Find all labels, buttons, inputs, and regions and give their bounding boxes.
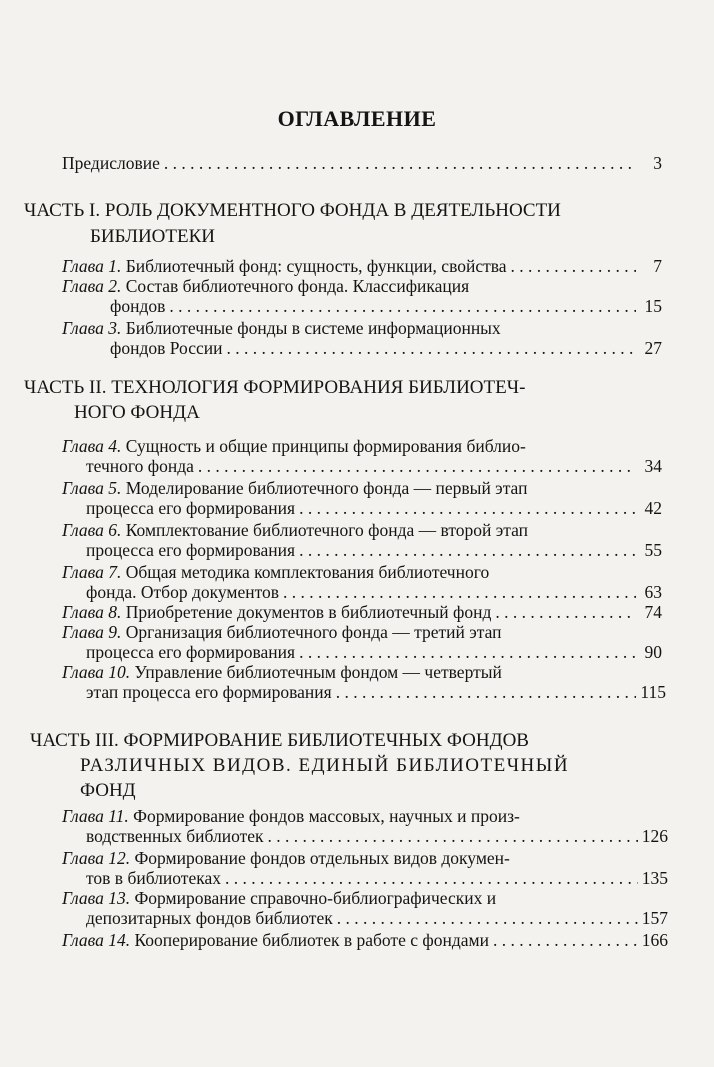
- chapter-label: Глава 8.: [62, 602, 122, 622]
- chapter-page: 90: [644, 642, 662, 662]
- leader-dots: [283, 582, 636, 602]
- chapter-label: Глава 5.: [62, 478, 122, 498]
- chapter-label: Глава 2.: [62, 276, 122, 296]
- leader-dots: [299, 642, 636, 662]
- chapter-label: Глава 11.: [62, 806, 129, 826]
- leader-dots: [493, 930, 638, 950]
- chapter-label: Глава 10.: [62, 662, 131, 682]
- chapter-page: 115: [640, 682, 666, 702]
- toc-chapter-11: [62, 806, 668, 826]
- leader-dots: [299, 540, 636, 560]
- part1-heading-line2: БИБЛИОТЕКИ: [90, 226, 216, 247]
- chapter-page: 166: [641, 930, 668, 950]
- chapter-title-cont: течного фонда: [86, 456, 194, 476]
- chapter-page: 42: [644, 498, 662, 518]
- toc-chapter-9: [62, 622, 662, 642]
- chapter-title: Кооперирование библиотек в работе с фондами: [134, 930, 489, 950]
- leader-dots: [225, 868, 638, 888]
- chapter-title: Формирование справочно-библиографических и: [134, 888, 497, 908]
- toc-chapter-5: [62, 478, 662, 498]
- leader-dots: [337, 908, 638, 928]
- part2-heading-line2: НОГО ФОНДА: [74, 402, 200, 423]
- chapter-title-cont: процесса его формирования: [86, 642, 296, 662]
- toc-chapter-1: [62, 256, 662, 276]
- chapter-label: Глава 3.: [62, 318, 122, 338]
- toc-chapter-3-cont: [110, 338, 662, 358]
- page-title: ОГЛАВЛЕНИЕ: [277, 106, 437, 131]
- leader-dots: [268, 826, 638, 846]
- chapter-label: Глава 7.: [62, 562, 122, 582]
- toc-chapter-4: [62, 436, 662, 456]
- toc-chapter-11-cont: [86, 826, 668, 846]
- leader-dots: [164, 153, 636, 173]
- chapter-page: 15: [644, 296, 662, 316]
- chapter-title: Организация библиотечного фонда — третий этап: [125, 622, 502, 642]
- chapter-page: 157: [641, 908, 668, 928]
- part1-heading-line1: ЧАСТЬ I. РОЛЬ ДОКУМЕНТНОГО ФОНДА В ДЕЯТЕЛЬНОСТИ: [24, 200, 561, 221]
- leader-dots: [169, 296, 636, 316]
- chapter-label: Глава 9.: [62, 622, 122, 642]
- toc-chapter-3: [62, 318, 662, 338]
- part3-heading-line2: РАЗЛИЧНЫХ ВИДОВ. ЕДИНЫЙ БИБЛИОТЕЧНЫЙ: [80, 755, 570, 776]
- chapter-label: Глава 1.: [62, 256, 122, 276]
- chapter-page: 34: [644, 456, 662, 476]
- chapter-title: Библиотечные фонды в системе информационных: [125, 318, 501, 338]
- leader-dots: [227, 338, 637, 358]
- chapter-title-cont: водственных библиотек: [86, 826, 264, 846]
- toc-chapter-7: [62, 562, 662, 582]
- chapter-title: Общая методика комплектования библиотечного: [125, 562, 490, 582]
- chapter-page: 55: [644, 540, 662, 560]
- chapter-title-cont: депозитарных фондов библиотек: [86, 908, 333, 928]
- toc-chapter-13: [62, 888, 668, 908]
- chapter-page: 74: [644, 602, 662, 622]
- toc-chapter-8: [62, 602, 662, 622]
- chapter-title: Состав библиотечного фонда. Классификация: [125, 276, 470, 296]
- leader-dots: [511, 256, 636, 276]
- chapter-title-cont: этап процесса его формирования: [86, 682, 332, 702]
- toc-chapter-14: [62, 930, 668, 950]
- chapter-label: Глава 14.: [62, 930, 131, 950]
- toc-preface: [62, 153, 662, 173]
- chapter-page: 126: [641, 826, 668, 846]
- chapter-page: 63: [644, 582, 662, 602]
- toc-chapter-4-cont: [86, 456, 662, 476]
- toc-chapter-7-cont: [86, 582, 662, 602]
- leader-dots: [198, 456, 636, 476]
- leader-dots: [495, 602, 636, 622]
- chapter-title-cont: фондов: [110, 296, 166, 316]
- part3-heading-line1: ЧАСТЬ III. ФОРМИРОВАНИЕ БИБЛИОТЕЧНЫХ ФОНДОВ: [30, 730, 529, 751]
- chapter-title-cont: фонда. Отбор документов: [86, 582, 280, 602]
- part3-heading-line3: ФОНД: [80, 780, 136, 801]
- toc-chapter-6-cont: [86, 540, 662, 560]
- chapter-page: 27: [644, 338, 662, 358]
- toc-chapter-2-cont: [110, 296, 662, 316]
- chapter-title-cont: процесса его формирования: [86, 498, 296, 518]
- part2-heading-line1: ЧАСТЬ II. ТЕХНОЛОГИЯ ФОРМИРОВАНИЯ БИБЛИОТЕЧ-: [24, 377, 526, 398]
- chapter-label: Глава 13.: [62, 888, 131, 908]
- chapter-title: Библиотечный фонд: сущность, функции, свойства: [125, 256, 507, 276]
- toc-chapter-9-cont: [86, 642, 662, 662]
- chapter-title: Формирование фондов отдельных видов докумен-: [134, 848, 510, 868]
- preface-page: 3: [653, 153, 662, 173]
- chapter-title-cont: тов в библиотеках: [86, 868, 221, 888]
- chapter-title: Комплектование библиотечного фонда — второй этап: [125, 520, 529, 540]
- chapter-title: Приобретение документов в библиотечный фонд: [125, 602, 492, 622]
- chapter-title-cont: процесса его формирования: [86, 540, 296, 560]
- chapter-title: Моделирование библиотечного фонда — первый этап: [125, 478, 528, 498]
- toc-chapter-13-cont: [86, 908, 668, 928]
- leader-dots: [336, 682, 637, 702]
- chapter-title: Управление библиотечным фондом — четвертый: [134, 662, 502, 682]
- chapter-page: 7: [653, 256, 662, 276]
- chapter-title: Формирование фондов массовых, научных и произ-: [133, 806, 520, 826]
- toc-chapter-5-cont: [86, 498, 662, 518]
- toc-chapter-10-cont: [86, 682, 666, 702]
- chapter-title-cont: фондов России: [110, 338, 223, 358]
- toc-chapter-2: [62, 276, 662, 296]
- preface-text: Предисловие: [62, 153, 160, 173]
- chapter-title: Сущность и общие принципы формирования библио-: [125, 436, 526, 456]
- toc-chapter-12-cont: [86, 868, 668, 888]
- toc-chapter-10: [62, 662, 662, 682]
- chapter-label: Глава 4.: [62, 436, 122, 456]
- toc-chapter-6: [62, 520, 662, 540]
- chapter-label: Глава 6.: [62, 520, 122, 540]
- chapter-page: 135: [641, 868, 668, 888]
- chapter-label: Глава 12.: [62, 848, 131, 868]
- toc-chapter-12: [62, 848, 668, 868]
- leader-dots: [299, 498, 636, 518]
